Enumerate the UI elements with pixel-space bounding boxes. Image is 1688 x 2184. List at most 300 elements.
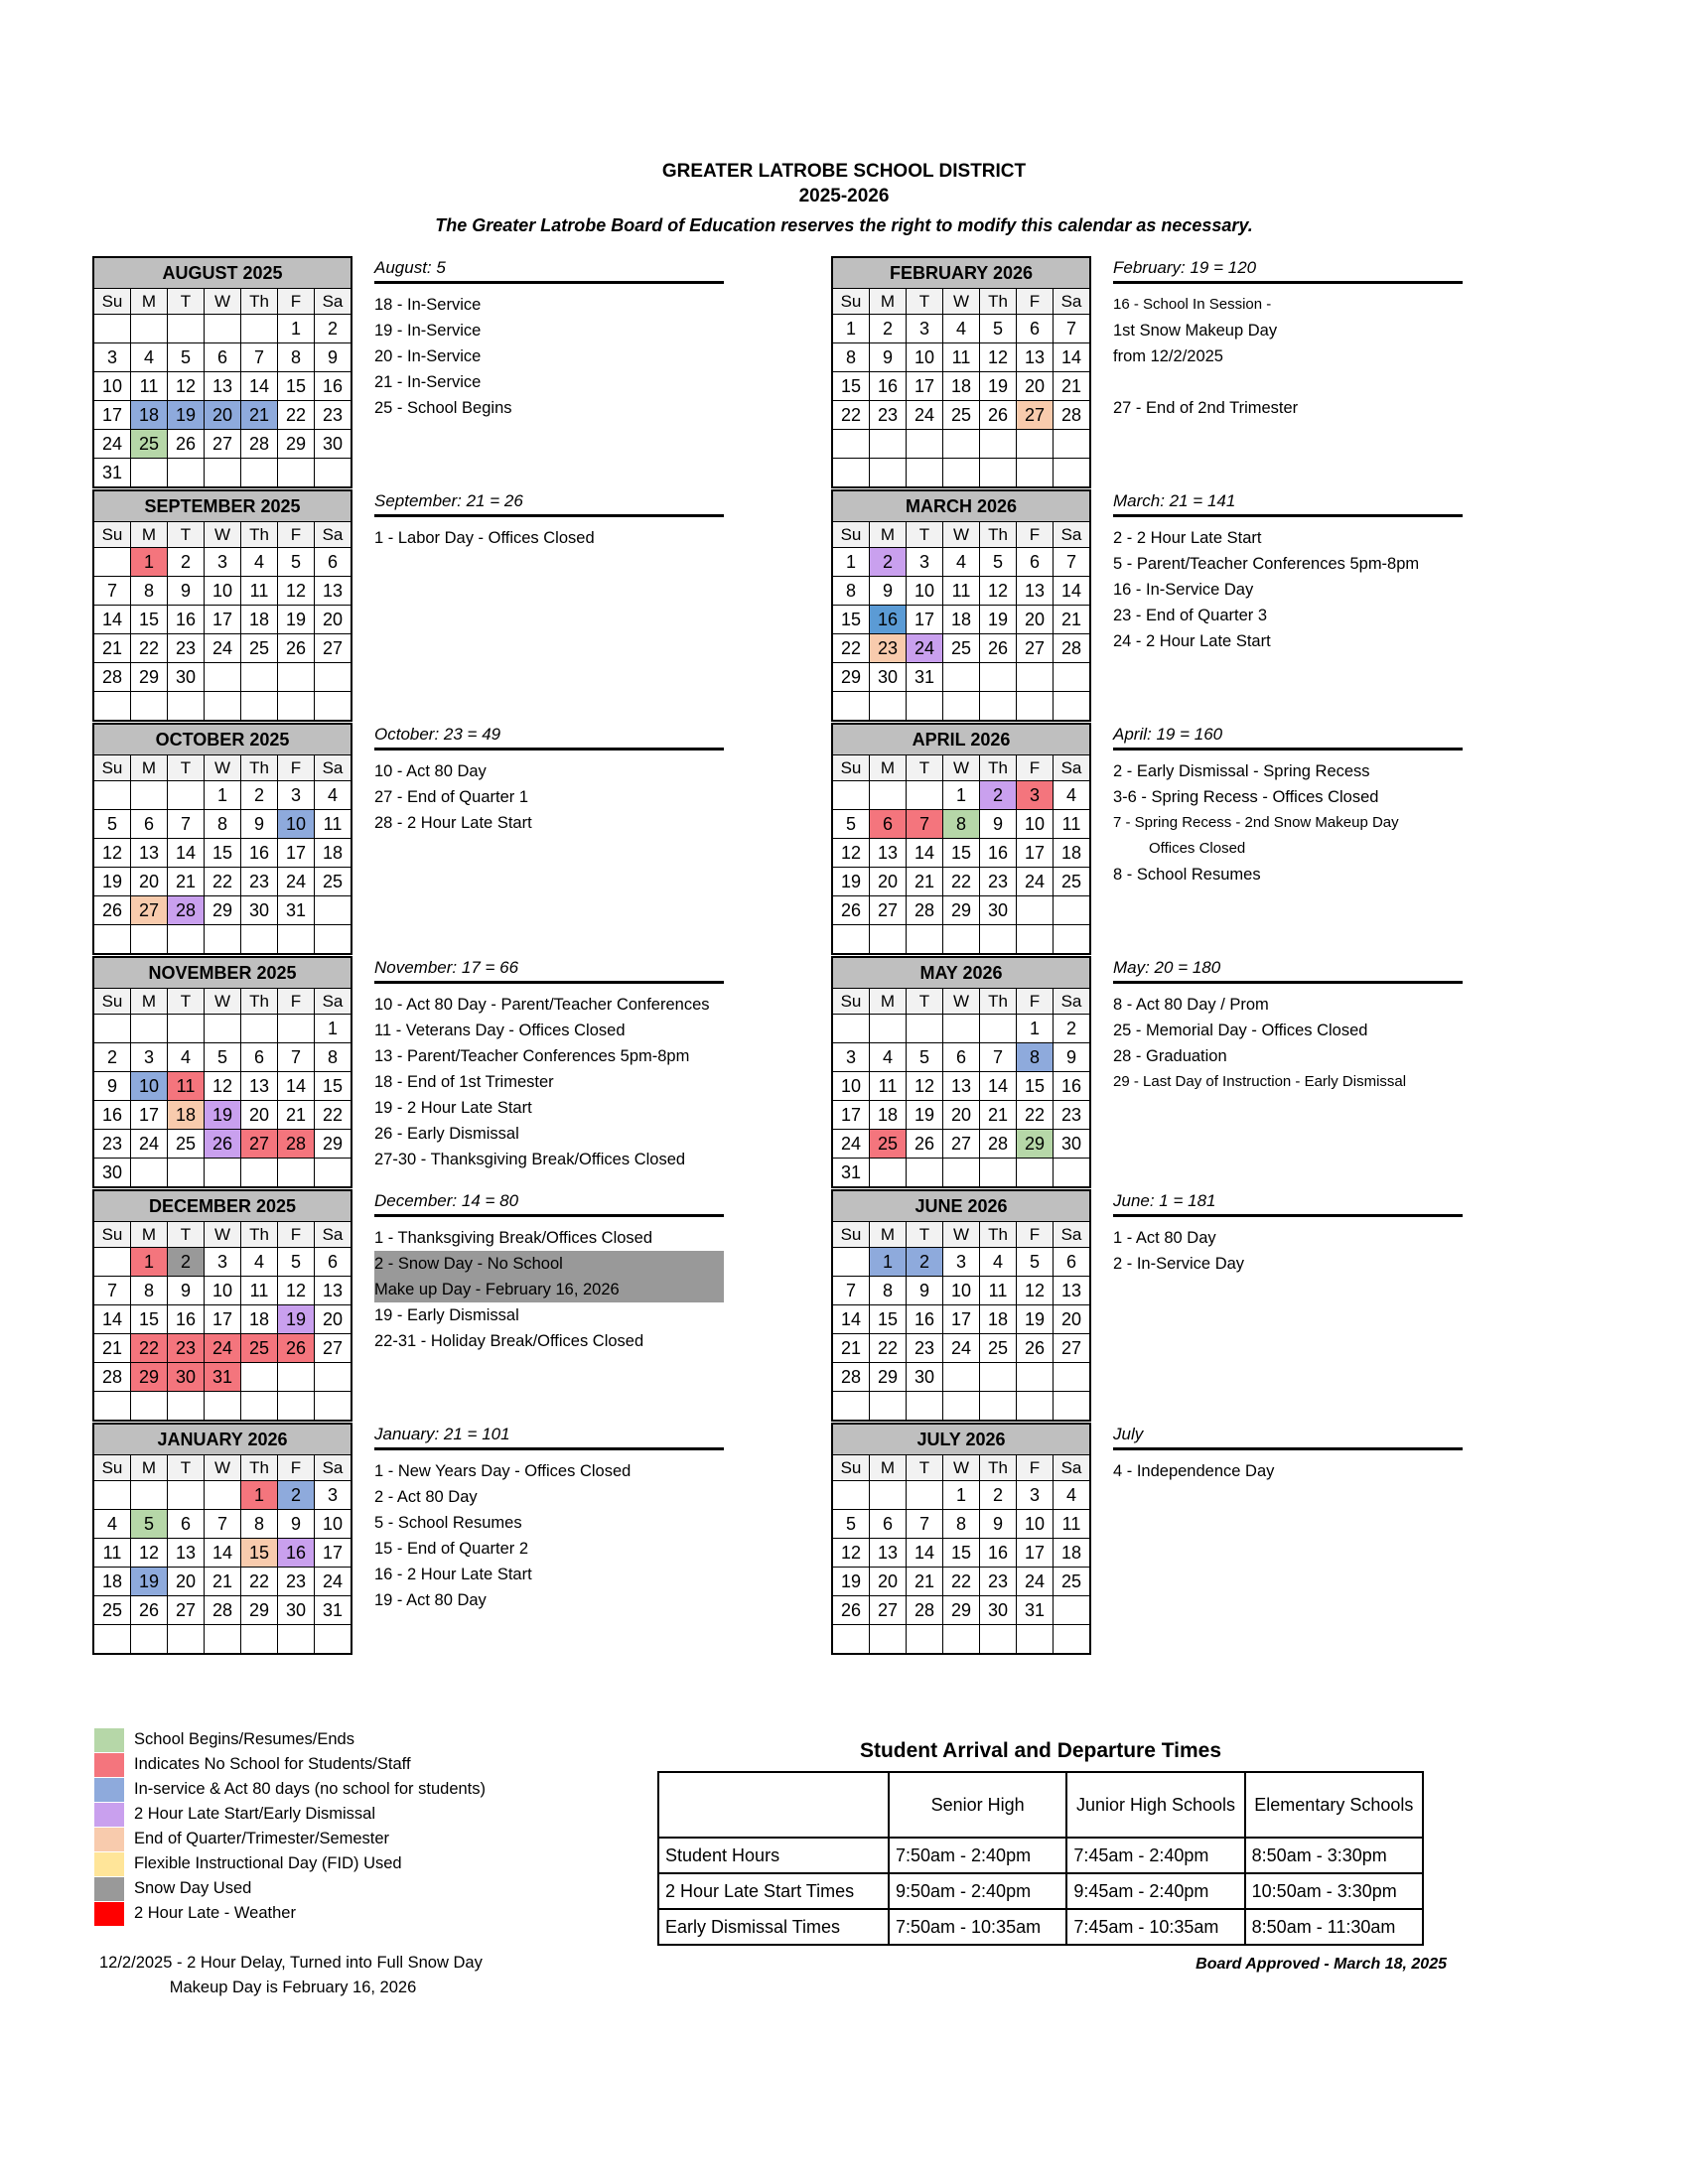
day-cell: 4 (943, 548, 980, 577)
empty-cell (1054, 1625, 1091, 1655)
day-cell: 5 (980, 315, 1017, 343)
empty-cell (980, 1363, 1017, 1392)
day-cell: 4 (241, 548, 278, 577)
day-cell: 26 (907, 1130, 943, 1159)
day-cell: 3 (1017, 781, 1054, 810)
day-cell: 23 (980, 1568, 1017, 1596)
arrival-time-value: 7:45am - 2:40pm (1066, 1838, 1244, 1873)
day-cell: 24 (131, 1130, 168, 1159)
weekday-header: Su (832, 989, 870, 1015)
day-cell: 11 (168, 1072, 205, 1101)
empty-cell (278, 692, 315, 722)
empty-cell (907, 1625, 943, 1655)
day-cell: 12 (131, 1539, 168, 1568)
note-line: 19 - Act 80 Day (374, 1591, 487, 1609)
day-cell: 11 (943, 343, 980, 372)
day-cell: 27 (870, 896, 907, 925)
note-line: 10 - Act 80 Day (374, 762, 487, 780)
day-cell: 27 (1017, 401, 1054, 430)
legend-label: 2 Hour Late Start/Early Dismissal (134, 1805, 375, 1823)
day-cell: 21 (907, 1568, 943, 1596)
day-cell: 8 (870, 1277, 907, 1305)
note-line: 27 - End of Quarter 1 (374, 788, 529, 806)
day-cell: 3 (278, 781, 315, 810)
weekday-header: T (168, 755, 205, 781)
day-cell: 2 (980, 781, 1017, 810)
calendar-table-march-2026 (831, 489, 1091, 722)
empty-cell (943, 1363, 980, 1392)
day-cell: 21 (205, 1568, 241, 1596)
day-cell: 25 (943, 634, 980, 663)
day-cell: 28 (980, 1130, 1017, 1159)
weekday-header: Sa (1054, 989, 1091, 1015)
snow-day-footnote-line2: Makeup Day is February 16, 2026 (169, 1979, 417, 1996)
empty-cell (980, 1625, 1017, 1655)
day-cell: 26 (93, 896, 131, 925)
empty-cell (943, 430, 980, 459)
day-cell: 22 (943, 1568, 980, 1596)
day-cell: 4 (943, 315, 980, 343)
empty-cell (907, 1481, 943, 1510)
day-cell: 21 (1054, 372, 1091, 401)
legend-label: End of Quarter/Trimester/Semester (134, 1830, 390, 1847)
day-cell: 10 (278, 810, 315, 839)
day-cell: 11 (131, 372, 168, 401)
empty-cell (943, 1015, 980, 1043)
day-cell: 2 (93, 1043, 131, 1072)
day-cell: 29 (278, 430, 315, 459)
empty-cell (832, 459, 870, 488)
weekday-header: Sa (315, 1222, 352, 1248)
day-cell: 2 (1054, 1015, 1091, 1043)
legend-label: Flexible Instructional Day (FID) Used (134, 1854, 402, 1872)
weekday-header: Su (93, 755, 131, 781)
day-cell: 6 (315, 1248, 352, 1277)
day-cell: 14 (205, 1539, 241, 1568)
month-title: MARCH 2026 (832, 490, 1090, 522)
day-cell: 29 (205, 896, 241, 925)
empty-cell (93, 1015, 131, 1043)
weekday-header: M (870, 755, 907, 781)
yellow-swatch (94, 1852, 124, 1876)
day-cell: 7 (832, 1277, 870, 1305)
empty-cell (1054, 925, 1091, 955)
empty-cell (870, 692, 907, 722)
weekday-header: W (205, 522, 241, 548)
legend-item (94, 1851, 486, 1876)
month-title: APRIL 2026 (832, 724, 1090, 755)
empty-cell (205, 459, 241, 488)
empty-cell (1017, 692, 1054, 722)
note-line: 10 - Act 80 Day - Parent/Teacher Conferences (374, 996, 710, 1014)
weekday-header: F (278, 1222, 315, 1248)
empty-cell (93, 925, 131, 955)
day-cell: 4 (1054, 781, 1091, 810)
weekday-header: W (205, 1455, 241, 1481)
arrival-times-section (657, 1739, 1424, 1946)
weekday-header: T (168, 989, 205, 1015)
day-cell: 9 (907, 1277, 943, 1305)
day-cell: 20 (131, 868, 168, 896)
weekday-header: Su (832, 522, 870, 548)
empty-cell (870, 1159, 907, 1188)
empty-cell (278, 663, 315, 692)
weekday-header: Sa (1054, 1455, 1091, 1481)
legend-label: Snow Day Used (134, 1879, 252, 1897)
day-cell: 10 (131, 1072, 168, 1101)
day-cell: 12 (1017, 1277, 1054, 1305)
day-cell: 15 (241, 1539, 278, 1568)
day-cell: 22 (832, 401, 870, 430)
note-line: 2 - Act 80 Day (374, 1488, 478, 1506)
day-cell: 25 (241, 634, 278, 663)
weekday-header: W (943, 289, 980, 315)
day-cell: 11 (980, 1277, 1017, 1305)
day-cell: 23 (278, 1568, 315, 1596)
day-cell: 16 (980, 1539, 1017, 1568)
month-notes-august-2025 (374, 256, 724, 489)
day-cell: 26 (1017, 1334, 1054, 1363)
empty-cell (131, 1481, 168, 1510)
day-cell: 19 (1017, 1305, 1054, 1334)
empty-cell (315, 663, 352, 692)
month-block-july-2026 (831, 1423, 1463, 1656)
legend-item (94, 1802, 486, 1827)
note-line: 25 - School Begins (374, 399, 512, 417)
weekday-header: Sa (315, 989, 352, 1015)
month-notes-january-2026 (374, 1423, 724, 1656)
empty-cell (241, 1015, 278, 1043)
calendar-table-june-2026 (831, 1189, 1091, 1422)
empty-cell (980, 1159, 1017, 1188)
empty-cell (278, 459, 315, 488)
day-cell: 6 (241, 1043, 278, 1072)
legend-item (94, 1727, 486, 1752)
day-cell: 18 (93, 1568, 131, 1596)
empty-cell (870, 1481, 907, 1510)
empty-cell (907, 692, 943, 722)
empty-cell (832, 1392, 870, 1422)
day-cell: 3 (131, 1043, 168, 1072)
note-line: 1 - New Years Day - Offices Closed (374, 1462, 632, 1480)
arrival-column-header: Senior High (889, 1772, 1066, 1838)
day-cell: 29 (241, 1596, 278, 1625)
day-cell: 18 (943, 606, 980, 634)
months-grid (92, 256, 1463, 1656)
note-line: 29 - Last Day of Instruction - Early Dismissal (1113, 1073, 1407, 1090)
month-title: JUNE 2026 (832, 1190, 1090, 1222)
empty-cell (870, 781, 907, 810)
empty-cell (278, 1015, 315, 1043)
empty-cell (168, 315, 205, 343)
day-cell: 5 (832, 1510, 870, 1539)
note-line: 16 - School In Session - (1113, 296, 1272, 313)
day-cell: 18 (131, 401, 168, 430)
notes-title: April: 19 = 160 (1113, 725, 1463, 751)
empty-cell (241, 1625, 278, 1655)
day-cell: 22 (315, 1101, 352, 1130)
day-cell: 26 (832, 1596, 870, 1625)
note-line: 4 - Independence Day (1113, 1462, 1275, 1480)
weekday-header: Th (241, 755, 278, 781)
day-cell: 3 (907, 315, 943, 343)
note-line: 28 - 2 Hour Late Start (374, 814, 532, 832)
arrival-time-value: 9:45am - 2:40pm (1066, 1873, 1244, 1909)
weekday-header: T (907, 1455, 943, 1481)
empty-cell (315, 1392, 352, 1422)
weekday-header: T (168, 1222, 205, 1248)
day-cell: 24 (1017, 1568, 1054, 1596)
weekday-header: W (205, 989, 241, 1015)
day-cell: 20 (205, 401, 241, 430)
empty-cell (93, 781, 131, 810)
gray-swatch (94, 1877, 124, 1901)
day-cell: 1 (131, 1248, 168, 1277)
empty-cell (93, 1625, 131, 1655)
document-header (0, 161, 1688, 236)
day-cell: 7 (907, 1510, 943, 1539)
note-line: 16 - In-Service Day (1113, 581, 1254, 599)
day-cell: 26 (278, 634, 315, 663)
day-cell: 30 (980, 1596, 1017, 1625)
day-cell: 16 (870, 372, 907, 401)
note-line: 1 - Thanksgiving Break/Offices Closed (374, 1229, 653, 1247)
weekday-header: W (943, 1455, 980, 1481)
day-cell: 1 (1017, 1015, 1054, 1043)
month-title: SEPTEMBER 2025 (93, 490, 352, 522)
day-cell: 17 (832, 1101, 870, 1130)
day-cell: 9 (168, 577, 205, 606)
month-block-february-2026 (831, 256, 1463, 489)
weekday-header: F (1017, 755, 1054, 781)
calendar-table-november-2025 (92, 956, 352, 1188)
empty-cell (907, 1392, 943, 1422)
day-cell: 27 (1054, 1334, 1091, 1363)
day-cell: 22 (278, 401, 315, 430)
day-cell: 28 (93, 1363, 131, 1392)
day-cell: 5 (278, 1248, 315, 1277)
empty-cell (1017, 896, 1054, 925)
day-cell: 28 (832, 1363, 870, 1392)
day-cell: 14 (1054, 577, 1091, 606)
weekday-header: M (131, 289, 168, 315)
calendar-table-may-2026 (831, 956, 1091, 1188)
empty-cell (907, 781, 943, 810)
day-cell: 28 (907, 1596, 943, 1625)
notes-title: November: 17 = 66 (374, 958, 724, 984)
day-cell: 19 (93, 868, 131, 896)
day-cell: 28 (1054, 634, 1091, 663)
day-cell: 18 (241, 1305, 278, 1334)
purple-swatch (94, 1803, 124, 1827)
day-cell: 4 (980, 1248, 1017, 1277)
day-cell: 7 (1054, 548, 1091, 577)
day-cell: 10 (93, 372, 131, 401)
snow-day-footnote-line1: 12/2/2025 - 2 Hour Delay, Turned into Full Snow Day (99, 1954, 483, 1972)
note-line: 19 - Early Dismissal (374, 1306, 519, 1324)
day-cell: 5 (980, 548, 1017, 577)
day-cell: 11 (1054, 810, 1091, 839)
notes-title: March: 21 = 141 (1113, 491, 1463, 517)
blue-swatch (94, 1778, 124, 1802)
empty-cell (168, 1015, 205, 1043)
day-cell: 30 (241, 896, 278, 925)
day-cell: 14 (1054, 343, 1091, 372)
notes-title: July (1113, 1425, 1463, 1450)
weekday-header: Th (241, 1455, 278, 1481)
day-cell: 21 (1054, 606, 1091, 634)
calendar-table-january-2026 (92, 1423, 352, 1655)
day-cell: 18 (980, 1305, 1017, 1334)
day-cell: 28 (205, 1596, 241, 1625)
day-cell: 3 (1017, 1481, 1054, 1510)
snow-day-footnote (99, 1954, 487, 1997)
empty-cell (131, 1015, 168, 1043)
day-cell: 2 (168, 548, 205, 577)
note-line: from 12/2/2025 (1113, 347, 1223, 365)
day-cell: 25 (870, 1130, 907, 1159)
empty-cell (943, 459, 980, 488)
day-cell: 28 (168, 896, 205, 925)
arrival-times-table (657, 1771, 1424, 1946)
arrival-time-value: 7:50am - 2:40pm (889, 1838, 1066, 1873)
day-cell: 29 (832, 663, 870, 692)
weekday-header: Th (241, 1222, 278, 1248)
empty-cell (205, 925, 241, 955)
day-cell: 6 (943, 1043, 980, 1072)
empty-cell (315, 925, 352, 955)
empty-cell (205, 1625, 241, 1655)
day-cell: 14 (278, 1072, 315, 1101)
day-cell: 26 (980, 401, 1017, 430)
day-cell: 31 (93, 459, 131, 488)
arrival-time-value: 8:50am - 11:30am (1245, 1909, 1423, 1945)
day-cell: 9 (315, 343, 352, 372)
day-cell: 25 (168, 1130, 205, 1159)
day-cell: 22 (131, 634, 168, 663)
day-cell: 29 (131, 663, 168, 692)
day-cell: 19 (168, 401, 205, 430)
day-cell: 1 (832, 548, 870, 577)
note-line: 25 - Memorial Day - Offices Closed (1113, 1022, 1368, 1039)
empty-cell (315, 1159, 352, 1188)
month-title: JANUARY 2026 (93, 1424, 352, 1455)
day-cell: 31 (205, 1363, 241, 1392)
day-cell: 4 (315, 781, 352, 810)
day-cell: 12 (93, 839, 131, 868)
day-cell: 14 (168, 839, 205, 868)
legend-item (94, 1752, 486, 1777)
empty-cell (1054, 896, 1091, 925)
weekday-header: Th (241, 522, 278, 548)
day-cell: 5 (832, 810, 870, 839)
day-cell: 9 (870, 343, 907, 372)
empty-cell (131, 315, 168, 343)
day-cell: 9 (870, 577, 907, 606)
weekday-header: Su (93, 522, 131, 548)
empty-cell (315, 692, 352, 722)
empty-cell (1054, 430, 1091, 459)
calendar-table-december-2025 (92, 1189, 352, 1422)
month-notes-june-2026 (1113, 1189, 1463, 1423)
day-cell: 23 (980, 868, 1017, 896)
empty-cell (168, 1392, 205, 1422)
note-line: 2 - Snow Day - No School (374, 1251, 724, 1277)
day-cell: 23 (168, 1334, 205, 1363)
day-cell: 31 (907, 663, 943, 692)
day-cell: 12 (205, 1072, 241, 1101)
day-cell: 6 (131, 810, 168, 839)
arrival-corner-cell (658, 1772, 889, 1838)
empty-cell (980, 663, 1017, 692)
day-cell: 8 (943, 1510, 980, 1539)
day-cell: 8 (131, 577, 168, 606)
day-cell: 1 (278, 315, 315, 343)
day-cell: 2 (980, 1481, 1017, 1510)
day-cell: 14 (907, 1539, 943, 1568)
weekday-header: F (1017, 1222, 1054, 1248)
empty-cell (980, 1015, 1017, 1043)
day-cell: 26 (278, 1334, 315, 1363)
notes-title: August: 5 (374, 258, 724, 284)
day-cell: 28 (93, 663, 131, 692)
note-line: 27 - End of 2nd Trimester (1113, 399, 1299, 417)
day-cell: 19 (131, 1568, 168, 1596)
day-cell: 13 (1017, 343, 1054, 372)
day-cell: 27 (241, 1130, 278, 1159)
weekday-header: Su (93, 1222, 131, 1248)
day-cell: 16 (870, 606, 907, 634)
day-cell: 29 (943, 896, 980, 925)
day-cell: 5 (131, 1510, 168, 1539)
day-cell: 26 (205, 1130, 241, 1159)
empty-cell (131, 781, 168, 810)
empty-cell (943, 1392, 980, 1422)
day-cell: 25 (315, 868, 352, 896)
day-cell: 11 (943, 577, 980, 606)
empty-cell (1017, 459, 1054, 488)
day-cell: 16 (93, 1101, 131, 1130)
day-cell: 17 (1017, 1539, 1054, 1568)
note-line: Make up Day - February 16, 2026 (374, 1277, 724, 1302)
day-cell: 8 (205, 810, 241, 839)
day-cell: 15 (943, 839, 980, 868)
weekday-header: F (1017, 522, 1054, 548)
day-cell: 3 (93, 343, 131, 372)
day-cell: 2 (315, 315, 352, 343)
month-notes-november-2025 (374, 956, 724, 1189)
arrival-time-value: 7:50am - 10:35am (889, 1909, 1066, 1945)
day-cell: 29 (315, 1130, 352, 1159)
day-cell: 15 (832, 372, 870, 401)
green-swatch (94, 1728, 124, 1752)
day-cell: 9 (1054, 1043, 1091, 1072)
day-cell: 17 (93, 401, 131, 430)
weekday-header: M (131, 1222, 168, 1248)
day-cell: 9 (278, 1510, 315, 1539)
empty-cell (980, 1392, 1017, 1422)
empty-cell (943, 925, 980, 955)
empty-cell (131, 1159, 168, 1188)
month-title: AUGUST 2025 (93, 257, 352, 289)
note-line: 18 - End of 1st Trimester (374, 1073, 554, 1091)
day-cell: 6 (1017, 315, 1054, 343)
weekday-header: F (278, 289, 315, 315)
empty-cell (1017, 925, 1054, 955)
weekday-header: M (870, 289, 907, 315)
day-cell: 16 (278, 1539, 315, 1568)
day-cell: 15 (131, 1305, 168, 1334)
